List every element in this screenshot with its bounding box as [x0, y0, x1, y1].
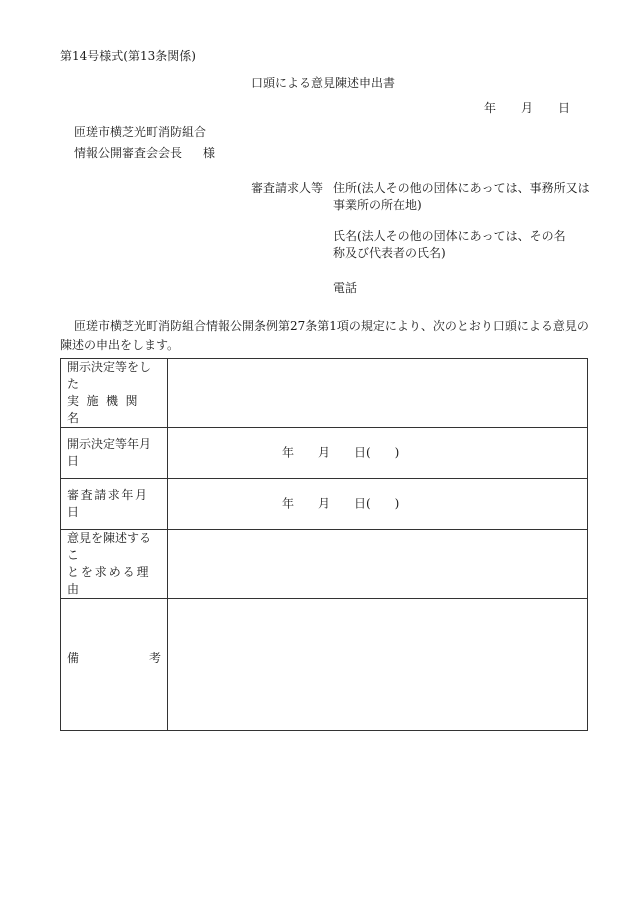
label-request-date [61, 479, 168, 530]
name-label: 氏名(法人その他の団体にあっては、その名 [333, 229, 566, 243]
label-decision-date-text: 開示決定等年月日 [67, 437, 152, 468]
value-request-date[interactable] [168, 479, 588, 530]
value-reason[interactable] [168, 530, 588, 599]
form-number: 第14号様式(第13条関係) [60, 49, 196, 63]
label-remarks-a: 備 [67, 651, 80, 665]
date-month: 月 [520, 101, 533, 115]
label-remarks-text [67, 650, 161, 667]
date-line [484, 100, 570, 117]
addressee-position: 情報公開審査会会長 [74, 146, 183, 160]
label-decision-date [61, 428, 168, 479]
table-row-request-date [61, 479, 588, 530]
name-label-cont: 称及び代表者の氏名) [333, 246, 446, 260]
request-date-text: 年 月 日( ) [282, 496, 400, 511]
body-text-line2: 陳述の申出をします。 [60, 338, 180, 352]
label-remarks-b: 考 [148, 651, 161, 665]
addressee-honorific: 様 [203, 146, 216, 160]
request-table [60, 358, 588, 731]
requester-label: 審査請求人等 [251, 181, 324, 195]
value-decision-date[interactable] [168, 428, 588, 479]
form-title: 口頭による意見陳述申出書 [251, 76, 396, 90]
label-agency [61, 359, 168, 428]
table-row-remarks [61, 599, 588, 731]
address-label: 住所(法人その他の団体にあっては、事務所又は [333, 181, 590, 195]
table-row-decision-date [61, 428, 588, 479]
body-text-line1: 匝瑳市横芝光町消防組合情報公開条例第27条第1項の規定により、次のとおり口頭による意見の [74, 319, 589, 333]
label-remarks [61, 599, 168, 731]
label-request-date-text: 審査請求年月日 [67, 488, 149, 519]
label-reason-line1: 意見を陳述するこ [67, 531, 152, 562]
decision-date-text: 年 月 日( ) [282, 445, 400, 460]
label-reason-line2: とを求める理由 [67, 565, 151, 596]
table-row-reason [61, 530, 588, 599]
phone-label: 電話 [333, 281, 358, 295]
address-label-cont: 事業所の所在地) [333, 198, 422, 212]
label-reason [61, 530, 168, 599]
value-remarks[interactable] [168, 599, 588, 731]
date-day: 日 [557, 101, 570, 115]
value-agency[interactable] [168, 359, 588, 428]
label-agency-line2-text: 実施機関名 [67, 394, 146, 425]
addressee-org: 匝瑳市横芝光町消防組合 [74, 125, 207, 139]
date-year: 年 [484, 101, 497, 115]
table-row-agency [61, 359, 588, 428]
label-agency-line2 [67, 393, 161, 427]
label-agency-line1: 開示決定等をした [67, 360, 152, 391]
